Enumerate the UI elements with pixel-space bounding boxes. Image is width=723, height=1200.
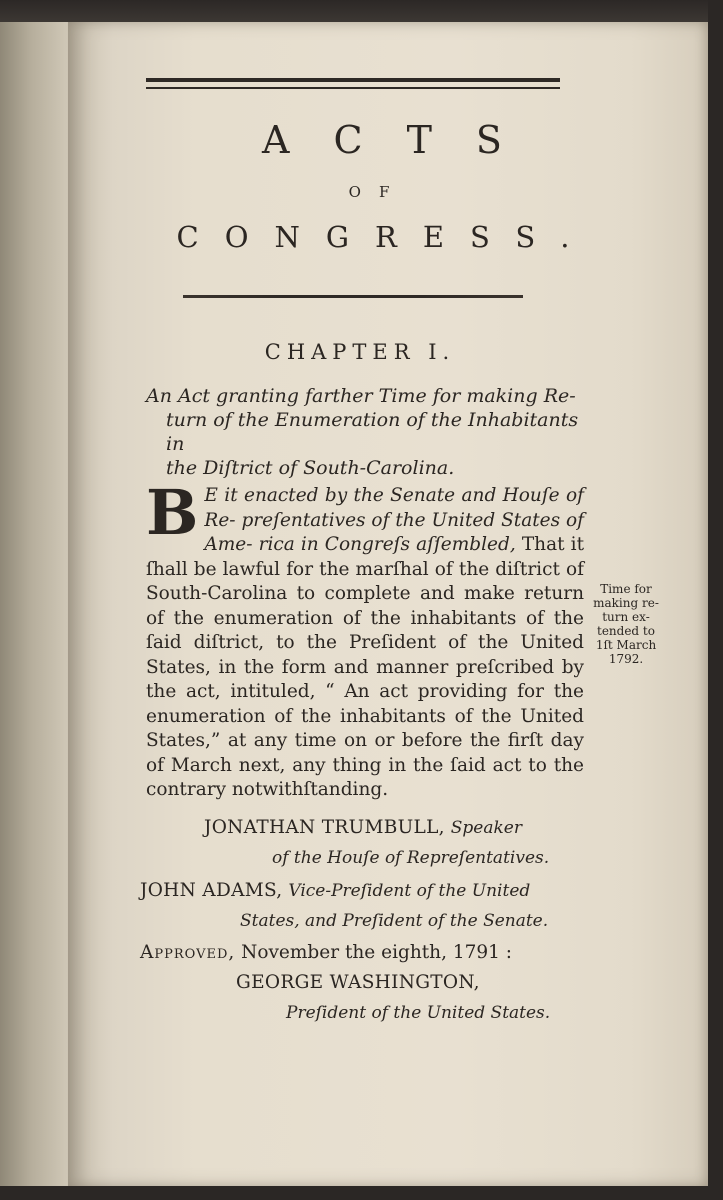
- president-name: GEORGE WASHINGTON,: [236, 972, 480, 993]
- title-congress: CONGRESS.: [176, 220, 596, 254]
- speaker-role: Speaker: [450, 818, 522, 838]
- speaker-name: JONATHAN TRUMBULL,: [204, 817, 445, 838]
- approved-label: Approved,: [140, 942, 236, 963]
- vp-role: Vice-Preſident of the United: [288, 881, 531, 901]
- section-divider-rule: [183, 295, 523, 298]
- vp-name: JOHN ADAMS,: [140, 880, 283, 901]
- margin-note-line-1: Time for: [600, 582, 652, 596]
- president-role: Preſident of the United States.: [286, 1003, 551, 1023]
- act-body: [146, 476, 584, 803]
- margin-note-line-6: 1792.: [608, 652, 644, 666]
- top-double-rule: [146, 78, 560, 92]
- vp-role-line: [240, 908, 548, 934]
- book-gutter: [0, 0, 78, 1200]
- enacting-clause-line-1: E it enacted by the Senate and Houſe of Re-: [204, 485, 584, 531]
- approval-line: [140, 940, 512, 966]
- margin-note-line-5: 1ſt March: [595, 638, 657, 652]
- speaker-role-line: [272, 845, 549, 871]
- margin-note-line-3: turn ex-: [602, 610, 650, 624]
- top-rule-thin: [146, 87, 560, 89]
- vp-role-continued: States, and Preſident of the Senate.: [240, 911, 549, 931]
- act-body-text: That it ſhall be lawful for the marſhal of the diſtrict of South-Carolina to complete and make return of the enumeration of the inhabitants of the ſaid diſtrict, to the Preſident of the United States, in the form and manner preſcribed by the act, intituled, “ An act providing for the enumeration of the inhabitants of the United States,” at any time on or before the firſt day of March next, any thing in the ſaid act to the contrary notwithſtanding.: [146, 534, 584, 800]
- bottom-shadow: [0, 1186, 723, 1200]
- margin-note-line-2: making re-: [593, 596, 659, 610]
- president-signature: [236, 970, 480, 996]
- act-title: [146, 384, 586, 480]
- chapter-heading: CHAPTER I.: [264, 340, 456, 364]
- president-role-line: [286, 1000, 550, 1026]
- speaker-signature: [204, 815, 522, 841]
- enacting-clause-line-3: rica in Congreſs aſſembled,: [258, 534, 516, 555]
- enacting-clause-line-2: preſentatives of the United States of Ame-: [204, 509, 584, 555]
- act-title-line-3: the Diſtrict of South-Carolina.: [166, 457, 455, 479]
- top-shadow: [0, 0, 723, 22]
- margin-note-line-4: tended to: [597, 624, 655, 638]
- vp-signature: [140, 878, 530, 904]
- title-of: OF: [348, 183, 408, 201]
- title-acts: ACTS: [262, 118, 546, 162]
- act-title-line-2: turn of the Enumeration of the Inhabitants in: [166, 409, 579, 455]
- drop-cap: B: [146, 476, 199, 549]
- margin-note: [587, 582, 665, 666]
- right-shadow: [708, 0, 723, 1200]
- top-rule-thick: [146, 78, 560, 82]
- speaker-role-continued: of the Houſe of Repreſentatives.: [272, 848, 550, 868]
- approved-date: November the eighth, 1791 :: [241, 942, 513, 963]
- act-title-line-1: An Act granting farther Time for making Re-: [146, 385, 576, 407]
